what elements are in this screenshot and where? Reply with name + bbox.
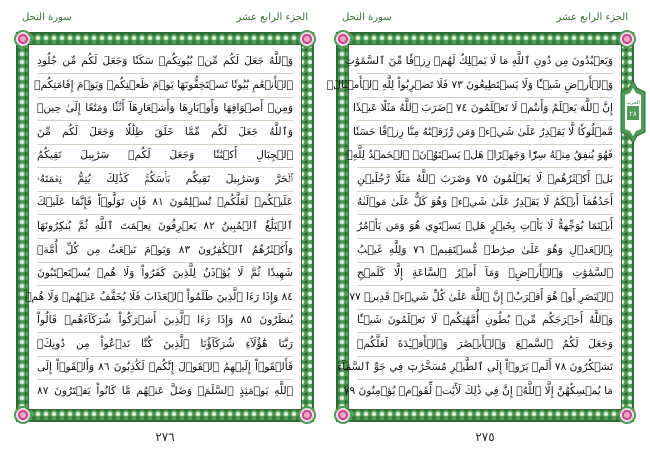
hizb-number: ٢٨ <box>629 110 637 118</box>
juz-header: الجزء الرابع عشر <box>556 12 628 23</box>
verse-line: بَلۡ أَكۡثَرُهُمۡ لَا يَعۡلَمُونَ ٧٥ وَضَرَبَ ٱللَّهُ مَثَلٗا رَّجُلَيۡنِ <box>357 169 613 192</box>
ornamental-frame <box>326 32 634 422</box>
verse-line: وَأَكۡثَرُهُمُ ٱلۡكَٰفِرُونَ ٨٣ وَيَوۡمَ نَبۡعَثُ مِن كُلِّ أُمَّةٖ <box>37 240 293 263</box>
verse-line: ٨٤ وَإِذَا رَءَا ٱلَّذِينَ ظَلَمُواْ ٱلۡعَذَابَ فَلَا يُخَفَّفُ عَنۡهُمۡ وَلَا هُمۡ <box>37 287 293 310</box>
hizb-marker-icon <box>618 80 648 144</box>
page-number: ٢٧٦ <box>155 430 175 444</box>
verse-line: فَأَلۡقَوۡاْ إِلَيۡهِمُ ٱلۡقَوۡلَ إِنَّكُمۡ لَكَٰذِبُونَ ٨٦ وَأَلۡقَوۡاْ إِلَى <box>37 357 293 380</box>
verse-line: أَحَدُهُمَآ أَبۡكَمُ لَا يَقۡدِرُ عَلَىٰ شَيۡءٖ وَهُوَ كَلٌّ عَلَىٰ مَوۡلَىٰهُ <box>357 192 613 215</box>
ornamental-frame <box>16 32 314 422</box>
verse-line: عَلَيۡكُمۡ لَعَلَّكُمۡ تُسۡلِمُونَ ٨١ فَإِن تَوَلَّوۡاْ فَإِنَّمَا عَلَيۡكَ <box>37 192 293 215</box>
verse-line: ٱلۡحَرَّ وَسَرَٰبِيلَ تَقِيكُم بَأۡسَكُمۡۚ كَذَٰلِكَ يُتِمُّ نِعۡمَتَهُۥ <box>37 169 293 192</box>
verse-line: شَهِيدٗا ثُمَّ لَا يُؤۡذَنُ لِلَّذِينَ كَفَرُواْ وَلَا هُمۡ يُسۡتَعۡتَبُونَ <box>37 263 293 286</box>
verse-line: إِنَّ ٱللَّهَ يَعۡلَمُ وَأَنتُمۡ لَا تَعۡلَمُونَ ٧٤ ۞ضَرَبَ ٱللَّهُ مَثَلًا عَبۡدٗا <box>357 98 613 121</box>
quran-page-275 <box>326 10 634 456</box>
verse-line: ٱلۡبَصَرِ أَوۡ هُوَ أَقۡرَبُۚ إِنَّ ٱللَّهَ عَلَىٰ كُلِّ شَيۡءٖ قَدِيرٞ ٧٧ <box>357 287 613 310</box>
verse-line: تَشۡكُرُونَ ٧٨ أَلَمۡ يَرَوۡاْ إِلَى ٱلطَّيۡرِ مُسَخَّرَٰتٖ فِي جَوِّ ٱلسَّمَآءِ <box>357 357 613 380</box>
verse-line: وَيَعۡبُدُونَ مِن دُونِ ٱللَّهِ مَا لَا يَمۡلِكُ لَهُمۡ رِزۡقٗا مِّنَ ٱلسَّمَٰوَٰتِ <box>357 51 613 74</box>
verse-line: مَّمۡلُوكٗا لَّا يَقۡدِرُ عَلَىٰ شَيۡءٖ وَمَن رَّزَقۡنَٰهُ مِنَّا رِزۡقًا حَسَنٗا <box>357 122 613 145</box>
verse-lines <box>25 51 294 403</box>
page-number: ٢٧٥ <box>475 430 495 444</box>
quran-page-276 <box>16 10 314 456</box>
verse-line: ٱلۡأَنۡعَٰمِ بُيُوتٗا تَسۡتَخِفُّونَهَا يَوۡمَ ظَعۡنِكُمۡ وَيَوۡمَ إِقَامَتِكُمۡ <box>37 75 293 98</box>
verse-line: وَٱللَّهُ جَعَلَ لَكُم مِّمَّا خَلَقَ ظِلَٰلٗا وَجَعَلَ لَكُم مِّنَ <box>37 122 293 145</box>
verse-line: ٱلۡبَلَٰغُ ٱلۡمُبِينُ ٨٢ يَعۡرِفُونَ نِعۡمَتَ ٱللَّهِ ثُمَّ يُنكِرُونَهَا <box>37 216 293 239</box>
verse-line: مَا يُمۡسِكُهُنَّ إِلَّا ٱللَّهُۚ إِنَّ فِي ذَٰلِكَ لَأٓيَٰتٖ لِّقَوۡمٖ يُؤۡمِنُونَ ٧٩ <box>343 384 613 397</box>
surah-header: سورة النحل <box>342 12 392 23</box>
verse-line: يُنظَرُونَ ٨٥ وَإِذَا رَءَا ٱلَّذِينَ أَشۡرَكُواْ شُرَكَآءَهُمۡ قَالُواْ <box>37 310 293 333</box>
surah-header: سورة النحل <box>22 12 72 23</box>
verse-lines <box>326 51 613 403</box>
hizb-label: الحزب <box>626 100 640 106</box>
verse-line: فَهُوَ يُنفِقُ مِنۡهُ سِرّٗا وَجَهۡرًاۖ هَلۡ يَسۡتَوُۥنَۚ ٱلۡحَمۡدُ لِلَّهِۚ <box>357 145 613 168</box>
verse-line: بِٱلۡعَدۡلِ وَهُوَ عَلَىٰ صِرَٰطٖ مُّسۡتَقِيمٖ ٧٦ وَلِلَّهِ غَيۡبُ <box>357 240 613 263</box>
juz-header: الجزء الرابع عشر <box>236 12 308 23</box>
text-area <box>25 44 302 410</box>
verse-line: ٱلسَّمَٰوَٰتِ وَٱلۡأَرۡضِۚ وَمَآ أَمۡرُ ٱلسَّاعَةِ إِلَّا كَلَمۡحِ <box>357 263 613 286</box>
running-head <box>22 12 308 28</box>
verse-line: وَمِنۡ أَصۡوَافِهَا وَأَوۡبَارِهَا وَأَشۡعَارِهَآ أَثَٰثٗا وَمَتَٰعًا إِلَىٰ حِينٖ <box>37 98 293 121</box>
verse-line: ٱللَّهِ يَوۡمَئِذٍ ٱلسَّلَمَۖ وَضَلَّ عَنۡهُم مَّا كَانُواْ يَفۡتَرُونَ ٨٧ <box>37 384 293 397</box>
verse-line: ٱلۡجِبَالِ أَكۡنَٰنٗا وَجَعَلَ لَكُمۡ سَرَٰبِيلَ تَقِيكُمُ <box>37 145 293 168</box>
text-area <box>326 44 622 410</box>
verse-line: وَجَعَلَ لَكُمُ ٱلسَّمۡعَ وَٱلۡأَبۡصَٰرَ وَٱلۡأَفۡـِٔدَةَ لَعَلَّكُمۡ <box>357 334 613 357</box>
running-head <box>342 12 628 28</box>
verse-line: وَٱللَّهُ جَعَلَ لَكُم مِّنۢ بُيُوتِكُمۡ سَكَنٗا وَجَعَلَ لَكُم مِّن جُلُودِ <box>37 51 293 74</box>
verse-line: رَبَّنَا هَٰٓؤُلَآءِ شُرَكَآؤُنَا ٱلَّذِينَ كُنَّا نَدۡعُواْ مِن دُونِكَۖ <box>37 334 293 357</box>
verse-line: وَٱلۡأَرۡضِ شَيۡـٔٗا وَلَا يَسۡتَطِيعُونَ ٧٣ فَلَا تَضۡرِبُواْ لِلَّهِ ٱلۡأَمۡثَالَۚ <box>357 75 613 98</box>
verse-line: وَٱللَّهُ أَخۡرَجَكُم مِّنۢ بُطُونِ أُمَّهَٰتِكُمۡ لَا تَعۡلَمُونَ شَيۡـٔٗا <box>357 310 613 333</box>
verse-line: أَيۡنَمَا يُوَجِّههُّ لَا يَأۡتِ بِخَيۡرٍ هَلۡ يَسۡتَوِي هُوَ وَمَن يَأۡمُرُ <box>357 216 613 239</box>
